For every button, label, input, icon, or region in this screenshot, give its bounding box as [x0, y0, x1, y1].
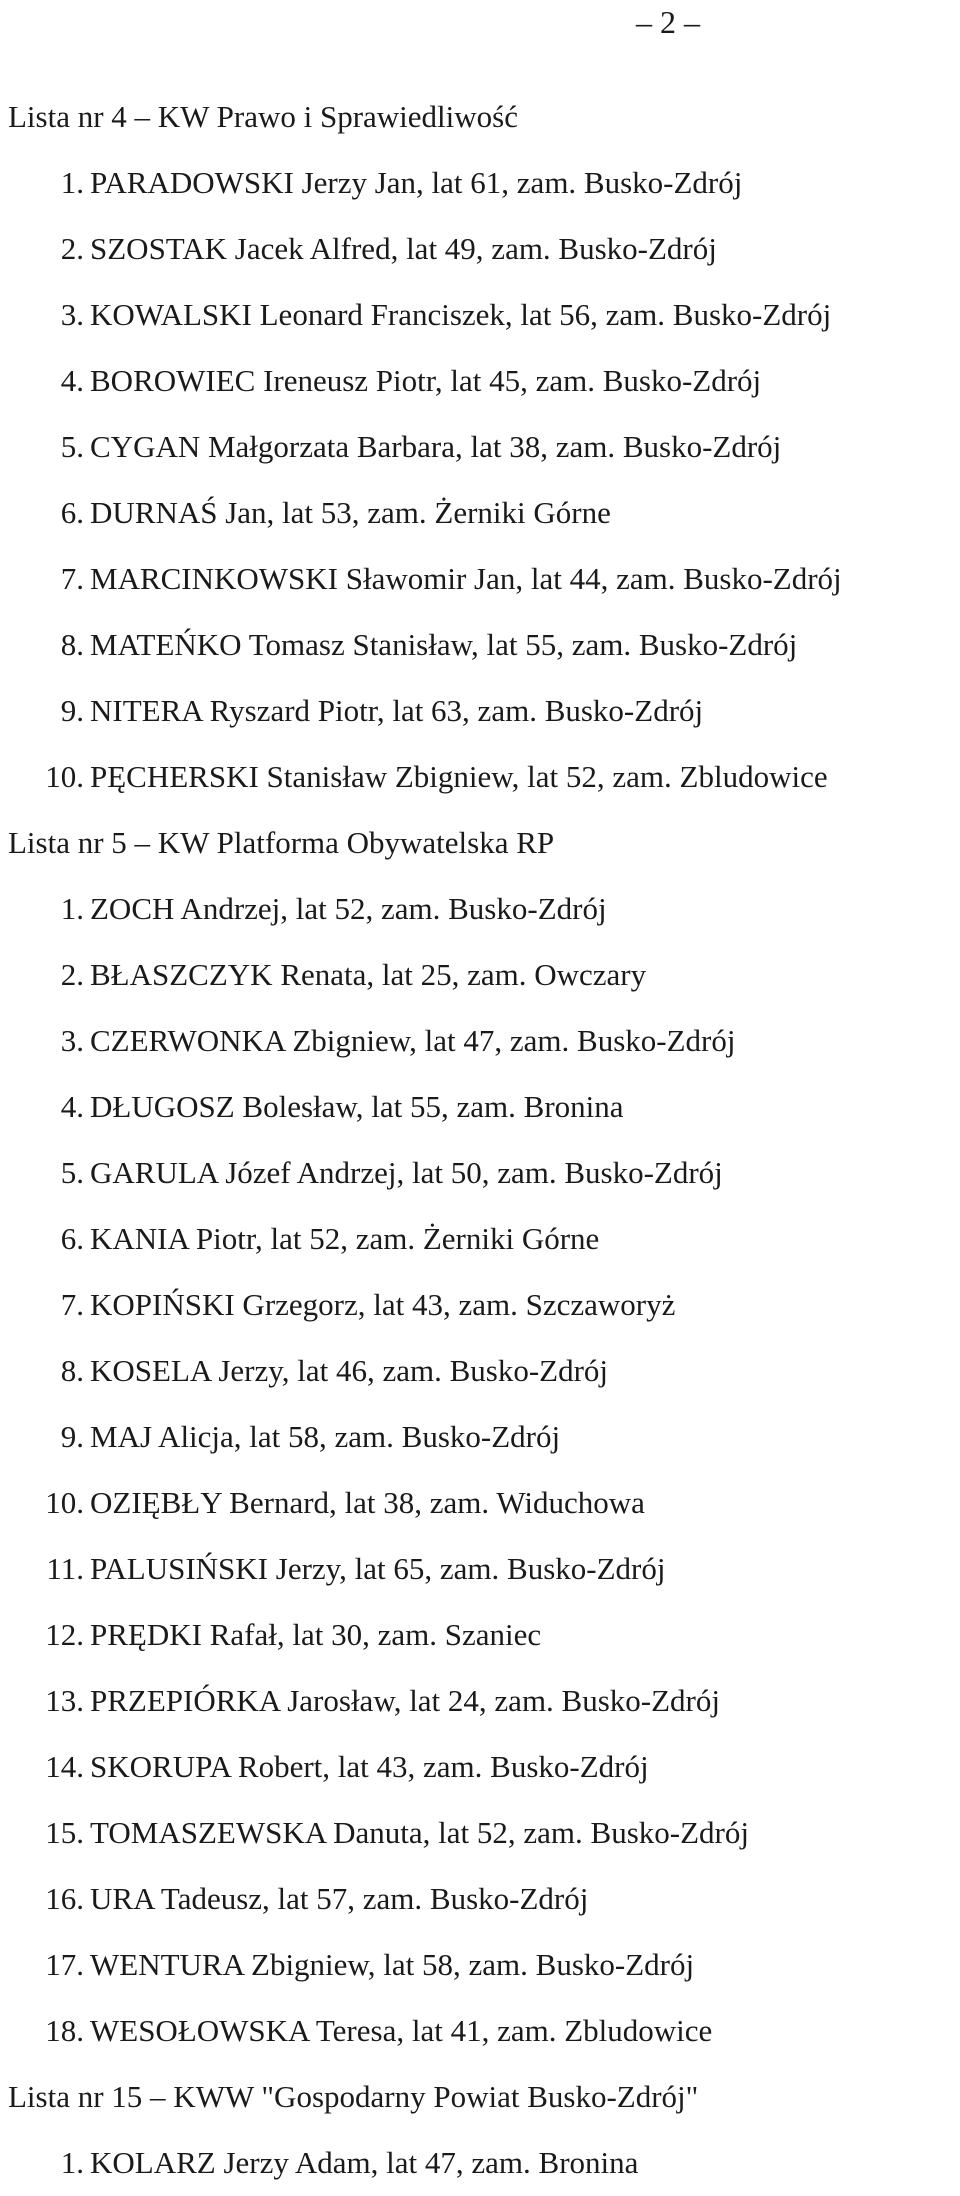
candidate-details: TOMASZEWSKA Danuta, lat 52, zam. Busko-Zdrój [90, 1815, 749, 1850]
candidate-details: KOSELA Jerzy, lat 46, zam. Busko-Zdrój [90, 1353, 609, 1388]
candidate-entry [8, 150, 958, 216]
candidate-entry [8, 282, 958, 348]
candidate-details: WESOŁOWSKA Teresa, lat 41, zam. Zbludowice [90, 2013, 713, 2048]
candidate-lists [8, 84, 958, 2196]
candidate-entry [8, 1866, 958, 1932]
candidate-number: 2. [60, 957, 84, 992]
candidate-entry [8, 1140, 958, 1206]
candidate-details: MATEŃKO Tomasz Stanisław, lat 55, zam. Busko-Zdrój [90, 627, 798, 662]
candidate-details: URA Tadeusz, lat 57, zam. Busko-Zdrój [90, 1881, 589, 1916]
candidate-details: KOLARZ Jerzy Adam, lat 47, zam. Bronina [90, 2145, 639, 2180]
list-heading: Lista nr 4 – KW Prawo i Sprawiedliwość [8, 99, 518, 134]
candidate-number: 10. [45, 1485, 84, 1520]
candidate-entry [8, 1404, 958, 1470]
candidate-details: PĘCHERSKI Stanisław Zbigniew, lat 52, zam. Zbludowice [90, 759, 828, 794]
candidate-number: 18. [45, 2013, 84, 2048]
candidate-number: 9. [60, 1419, 84, 1454]
candidate-details: DŁUGOSZ Bolesław, lat 55, zam. Bronina [90, 1089, 624, 1124]
candidate-number: 10. [45, 759, 84, 794]
candidate-details: MARCINKOWSKI Sławomir Jan, lat 44, zam. Busko-Zdrój [90, 561, 842, 596]
candidate-entry [8, 1602, 958, 1668]
candidate-number: 9. [60, 693, 84, 728]
candidate-entry [8, 1800, 958, 1866]
candidate-entry [8, 678, 958, 744]
candidate-details: MAJ Alicja, lat 58, zam. Busko-Zdrój [90, 1419, 561, 1454]
candidate-number: 6. [60, 1221, 84, 1256]
list-heading: Lista nr 15 – KWW "Gospodarny Powiat Busko-Zdrój" [8, 2079, 699, 2114]
candidate-number: 4. [60, 363, 84, 398]
candidate-details: ZOCH Andrzej, lat 52, zam. Busko-Zdrój [90, 891, 607, 926]
candidate-details: KOWALSKI Leonard Franciszek, lat 56, zam. Busko-Zdrój [90, 297, 832, 332]
candidate-number: 1. [60, 165, 84, 200]
candidate-number: 11. [46, 1551, 84, 1586]
candidate-number: 5. [60, 1155, 84, 1190]
candidate-entry [8, 216, 958, 282]
candidate-details: KANIA Piotr, lat 52, zam. Żerniki Górne [90, 1221, 600, 1256]
candidate-details: PARADOWSKI Jerzy Jan, lat 61, zam. Busko-Zdrój [90, 165, 743, 200]
candidate-number: 13. [45, 1683, 84, 1718]
candidate-details: GARULA Józef Andrzej, lat 50, zam. Busko-Zdrój [90, 1155, 723, 1190]
candidate-number: 8. [60, 627, 84, 662]
candidate-details: KOPIŃSKI Grzegorz, lat 43, zam. Szczaworyż [90, 1287, 676, 1322]
candidate-number: 5. [60, 429, 84, 464]
candidate-details: PALUSIŃSKI Jerzy, lat 65, zam. Busko-Zdrój [90, 1551, 666, 1586]
candidate-entry [8, 1074, 958, 1140]
candidate-number: 12. [45, 1617, 84, 1652]
candidate-details: BOROWIEC Ireneusz Piotr, lat 45, zam. Busko-Zdrój [90, 363, 762, 398]
candidate-details: WENTURA Zbigniew, lat 58, zam. Busko-Zdrój [90, 1947, 695, 1982]
list-heading: Lista nr 5 – KW Platforma Obywatelska RP [8, 825, 555, 860]
candidate-number: 14. [45, 1749, 84, 1784]
candidate-entry [8, 1998, 958, 2064]
candidate-details: PRĘDKI Rafał, lat 30, zam. Szaniec [90, 1617, 542, 1652]
candidate-number: 17. [45, 1947, 84, 1982]
candidate-details: CYGAN Małgorzata Barbara, lat 38, zam. Busko-Zdrój [90, 429, 782, 464]
candidate-details: CZERWONKA Zbigniew, lat 47, zam. Busko-Zdrój [90, 1023, 736, 1058]
candidate-entry [8, 1668, 958, 1734]
page-number: – 2 – [636, 4, 700, 40]
candidate-entry [8, 2130, 958, 2196]
candidate-number: 1. [60, 2145, 84, 2180]
candidate-details: OZIĘBŁY Bernard, lat 38, zam. Widuchowa [90, 1485, 645, 1520]
candidate-number: 7. [60, 561, 84, 596]
candidate-entry [8, 1470, 958, 1536]
candidate-entry [8, 1338, 958, 1404]
candidate-number: 16. [45, 1881, 84, 1916]
candidate-entry [8, 1008, 958, 1074]
candidate-details: SKORUPA Robert, lat 43, zam. Busko-Zdrój [90, 1749, 649, 1784]
candidate-number: 2. [60, 231, 84, 266]
candidate-entry [8, 612, 958, 678]
candidate-number: 8. [60, 1353, 84, 1388]
candidate-entry [8, 876, 958, 942]
candidate-details: BŁASZCZYK Renata, lat 25, zam. Owczary [90, 957, 647, 992]
candidate-details: NITERA Ryszard Piotr, lat 63, zam. Busko-Zdrój [90, 693, 704, 728]
candidate-number: 1. [60, 891, 84, 926]
candidate-number: 15. [45, 1815, 84, 1850]
candidate-number: 3. [60, 297, 84, 332]
candidate-entry [8, 1272, 958, 1338]
candidate-entry [8, 414, 958, 480]
candidate-details: SZOSTAK Jacek Alfred, lat 49, zam. Busko-Zdrój [90, 231, 717, 266]
candidate-number: 7. [60, 1287, 84, 1322]
candidate-entry [8, 480, 958, 546]
candidate-entry [8, 1536, 958, 1602]
candidate-entry [8, 348, 958, 414]
candidate-details: PRZEPIÓRKA Jarosław, lat 24, zam. Busko-Zdrój [90, 1683, 720, 1718]
candidate-number: 6. [60, 495, 84, 530]
candidate-entry [8, 1932, 958, 1998]
candidate-number: 4. [60, 1089, 84, 1124]
candidate-number: 3. [60, 1023, 84, 1058]
candidate-entry [8, 942, 958, 1008]
candidate-entry [8, 1206, 958, 1272]
candidate-entry [8, 1734, 958, 1800]
candidate-details: DURNAŚ Jan, lat 53, zam. Żerniki Górne [90, 495, 611, 530]
candidate-entry [8, 744, 958, 810]
candidate-entry [8, 546, 958, 612]
